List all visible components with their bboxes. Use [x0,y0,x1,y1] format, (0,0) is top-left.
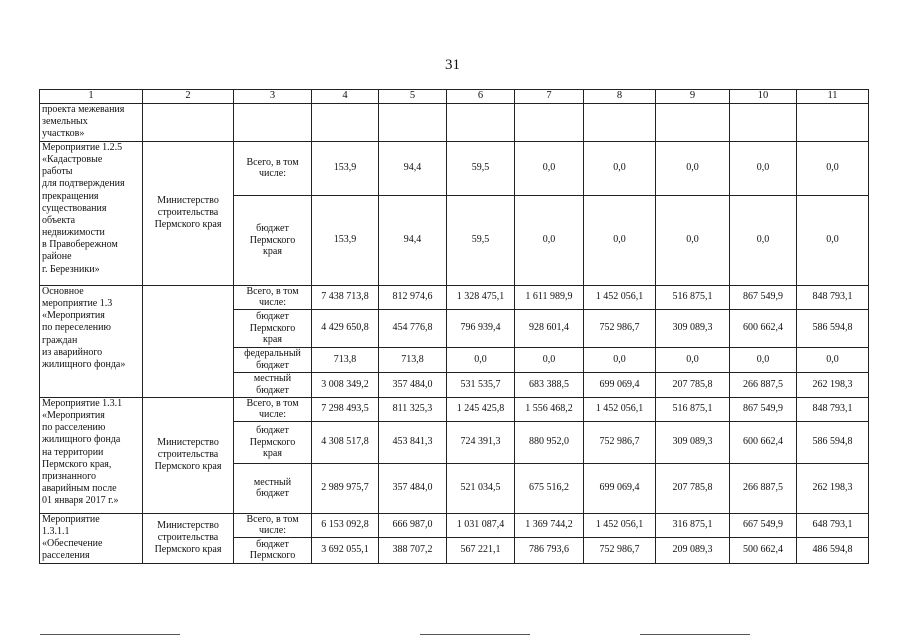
cell-text-line: бюджет [256,488,289,500]
cell-text-line: числе: [258,525,287,537]
cell-text-line: бюджет [256,359,289,371]
cell-text-line: строительства [157,449,219,461]
executor-cell [143,141,234,285]
value-cell: 486 594,8 [797,538,869,563]
page-number: 31 [445,57,460,73]
value-cell: 666 987,0 [379,513,447,537]
cell-text-line: местный [253,373,292,385]
value-cell: 7 438 713,8 [312,285,379,309]
cell-text-line: 1.3.1.1 [42,525,70,537]
cell-text-line: в Правобережном [42,239,118,251]
cell-text-line: Пермского [249,234,296,246]
cell-text-line: Пермского [249,322,296,334]
cell-text-line: бюджет [256,425,289,437]
cell-text-line: строительства [157,532,219,544]
cell-text-line: местный [253,476,292,488]
value-cell: 209 089,3 [656,538,730,563]
value-cell: 752 986,7 [584,309,656,347]
cell-text-line: Всего, в том [246,156,299,168]
value-cell: 0,0 [730,141,797,195]
executor-cell [143,513,234,563]
empty-cell [379,103,447,141]
funding-source-cell [234,372,312,397]
value-cell: 1 452 056,1 [584,513,656,537]
event-name-cell [40,513,143,563]
cell-text-line: Всего, в том [246,397,299,409]
page-edge-line [420,634,530,635]
value-cell: 0,0 [797,195,869,285]
cell-text-line: бюджет [256,223,289,235]
cell-text-line: бюджет [256,384,289,396]
value-cell: 713,8 [379,347,447,372]
value-cell: 357 484,0 [379,463,447,513]
value-cell: 516 875,1 [656,397,730,421]
event-name-cell [40,141,143,285]
cell-text-line: «Мероприятия [42,409,105,421]
cell-text-line: Мероприятие 1.3.1 [42,397,123,409]
value-cell: 3 692 055,1 [312,538,379,563]
funding-source-cell [234,309,312,347]
value-cell: 600 662,4 [730,421,797,463]
value-cell: 752 986,7 [584,421,656,463]
cell-text-line: г. Березники» [42,263,100,275]
value-cell: 453 841,3 [379,421,447,463]
value-cell: 0,0 [515,141,584,195]
value-cell: 309 089,3 [656,309,730,347]
funding-source-cell [234,538,312,563]
cell-text-line: Основное [42,285,84,297]
value-cell: 4 429 650,8 [312,309,379,347]
funding-source-cell [234,285,312,309]
table-row [40,141,869,195]
value-cell: 153,9 [312,141,379,195]
empty-cell [234,103,312,141]
cell-text-line: на территории [42,446,104,458]
empty-cell [143,103,234,141]
cell-text-line: прекращения [42,190,99,202]
cell-text-line: проекта межевания [42,103,125,115]
cell-text-line: числе: [258,297,287,309]
value-cell: 207 785,8 [656,372,730,397]
column-number: 3 [234,90,312,104]
value-cell: 454 776,8 [379,309,447,347]
value-cell: 867 549,9 [730,285,797,309]
value-cell: 0,0 [447,347,515,372]
value-cell: 928 601,4 [515,309,584,347]
cell-text-line: «Кадастровые [42,153,103,165]
empty-cell [515,103,584,141]
cell-text-line: Министерство [157,195,219,207]
value-cell: 880 952,0 [515,421,584,463]
value-cell: 521 034,5 [447,463,515,513]
column-number: 9 [656,90,730,104]
value-cell: 94,4 [379,195,447,285]
cell-text-line: Мероприятие [42,513,100,525]
value-cell: 811 325,3 [379,397,447,421]
cell-text-line: Пермского края [154,219,222,231]
funding-source-cell [234,463,312,513]
cell-text-line: 01 января 2017 г.» [42,495,119,507]
cell-text-line: бюджет [256,311,289,323]
value-cell: 1 245 425,8 [447,397,515,421]
value-cell: 1 031 087,4 [447,513,515,537]
value-cell: 316 875,1 [656,513,730,537]
value-cell: 1 369 744,2 [515,513,584,537]
value-cell: 586 594,8 [797,309,869,347]
cell-text-line: Всего, в том [246,285,299,297]
cell-text-line: объекта [42,214,76,226]
cell-text-line: Пермского края [154,461,222,473]
empty-cell [312,103,379,141]
value-cell: 699 069,4 [584,372,656,397]
cell-text-line: жилищного фонда» [42,358,126,370]
cell-text-line: Министерство [157,437,219,449]
page-edge-line [40,634,180,635]
value-cell: 266 887,5 [730,372,797,397]
value-cell: 388 707,2 [379,538,447,563]
value-cell: 2 989 975,7 [312,463,379,513]
value-cell: 59,5 [447,195,515,285]
value-cell: 1 556 468,2 [515,397,584,421]
value-cell: 600 662,4 [730,309,797,347]
value-cell: 0,0 [584,141,656,195]
value-cell: 675 516,2 [515,463,584,513]
empty-cell [447,103,515,141]
value-cell: 699 069,4 [584,463,656,513]
cell-text-line: для подтверждения [42,178,125,190]
value-cell: 0,0 [584,195,656,285]
cell-text-line: Пермского края [154,544,222,556]
value-cell: 1 452 056,1 [584,397,656,421]
value-cell: 567 221,1 [447,538,515,563]
empty-cell [797,103,869,141]
value-cell: 683 388,5 [515,372,584,397]
cell-text-line: работы [42,166,73,178]
cell-text-line: Пермского [249,436,296,448]
cell-text-line: граждан [42,334,78,346]
executor-cell [143,397,234,513]
funding-source-cell [234,347,312,372]
value-cell: 0,0 [730,195,797,285]
value-cell: 357 484,0 [379,372,447,397]
column-number: 10 [730,90,797,104]
value-cell: 262 198,3 [797,463,869,513]
value-cell: 724 391,3 [447,421,515,463]
value-cell: 812 974,6 [379,285,447,309]
cell-text-line: строительства [157,207,219,219]
column-number: 1 [40,90,143,104]
value-cell: 3 008 349,2 [312,372,379,397]
cell-text-line: Министерство [157,519,219,531]
empty-cell [584,103,656,141]
cell-text-line: Мероприятие 1.2.5 [42,141,123,153]
cell-text-line: жилищного фонда [42,434,121,446]
cell-text-line: бюджет [256,538,289,550]
value-cell: 786 793,6 [515,538,584,563]
value-cell: 59,5 [447,141,515,195]
value-cell: 309 089,3 [656,421,730,463]
cell-text-line: районе [42,251,72,263]
value-cell: 94,4 [379,141,447,195]
cell-text-line: «Мероприятия [42,310,105,322]
value-cell: 648 793,1 [797,513,869,537]
table-row [40,103,869,141]
cell-text-line: федеральный [244,348,301,360]
event-name-cell [40,103,143,141]
cell-text-line: числе: [258,409,287,421]
funding-source-cell [234,421,312,463]
event-name-cell [40,285,143,397]
value-cell: 0,0 [584,347,656,372]
value-cell: 6 153 092,8 [312,513,379,537]
event-name-cell [40,397,143,513]
value-cell: 848 793,1 [797,285,869,309]
value-cell: 153,9 [312,195,379,285]
cell-text-line: края [263,334,282,346]
empty-cell [656,103,730,141]
value-cell: 0,0 [656,195,730,285]
value-cell: 207 785,8 [656,463,730,513]
value-cell: 0,0 [656,141,730,195]
column-number: 5 [379,90,447,104]
value-cell: 0,0 [515,347,584,372]
cell-text-line: по расселению [42,422,106,434]
value-cell: 586 594,8 [797,421,869,463]
cell-text-line: из аварийного [42,346,103,358]
cell-text-line: расселения [42,550,90,562]
cell-text-line: Пермского края, [42,458,112,470]
cell-text-line: по переселению [42,322,111,334]
value-cell: 1 611 989,9 [515,285,584,309]
budget-table [39,89,869,564]
value-cell: 4 308 517,8 [312,421,379,463]
column-number: 7 [515,90,584,104]
value-cell: 516 875,1 [656,285,730,309]
cell-text-line: Пермского [249,550,296,562]
value-cell: 867 549,9 [730,397,797,421]
funding-source-cell [234,141,312,195]
table-row [40,285,869,309]
value-cell: 713,8 [312,347,379,372]
empty-cell [143,285,234,397]
column-number: 6 [447,90,515,104]
value-cell: 667 549,9 [730,513,797,537]
cell-text-line: числе: [258,168,287,180]
value-cell: 0,0 [515,195,584,285]
cell-text-line: существования [42,202,107,214]
cell-text-line: земельных [42,115,88,127]
page-edge-line [640,634,750,635]
value-cell: 1 328 475,1 [447,285,515,309]
value-cell: 1 452 056,1 [584,285,656,309]
value-cell: 0,0 [730,347,797,372]
empty-cell [730,103,797,141]
column-number: 2 [143,90,234,104]
cell-text-line: края [263,448,282,460]
cell-text-line: мероприятие 1.3 [42,297,113,309]
value-cell: 752 986,7 [584,538,656,563]
column-number: 4 [312,90,379,104]
funding-source-cell [234,195,312,285]
cell-text-line: признанного [42,470,96,482]
funding-source-cell [234,513,312,537]
table-row [40,513,869,537]
cell-text-line: Всего, в том [246,513,299,525]
cell-text-line: «Обеспечение [42,538,103,550]
value-cell: 0,0 [797,141,869,195]
value-cell: 266 887,5 [730,463,797,513]
column-number: 11 [797,90,869,104]
value-cell: 0,0 [656,347,730,372]
funding-source-cell [234,397,312,421]
cell-text-line: недвижимости [42,227,105,239]
value-cell: 848 793,1 [797,397,869,421]
cell-text-line: края [263,246,282,258]
value-cell: 500 662,4 [730,538,797,563]
cell-text-line: аварийным после [42,483,117,495]
value-cell: 0,0 [797,347,869,372]
table-row [40,397,869,421]
cell-text-line: участков» [42,128,85,140]
value-cell: 262 198,3 [797,372,869,397]
column-number-row [40,90,869,104]
value-cell: 7 298 493,5 [312,397,379,421]
value-cell: 531 535,7 [447,372,515,397]
column-number: 8 [584,90,656,104]
value-cell: 796 939,4 [447,309,515,347]
